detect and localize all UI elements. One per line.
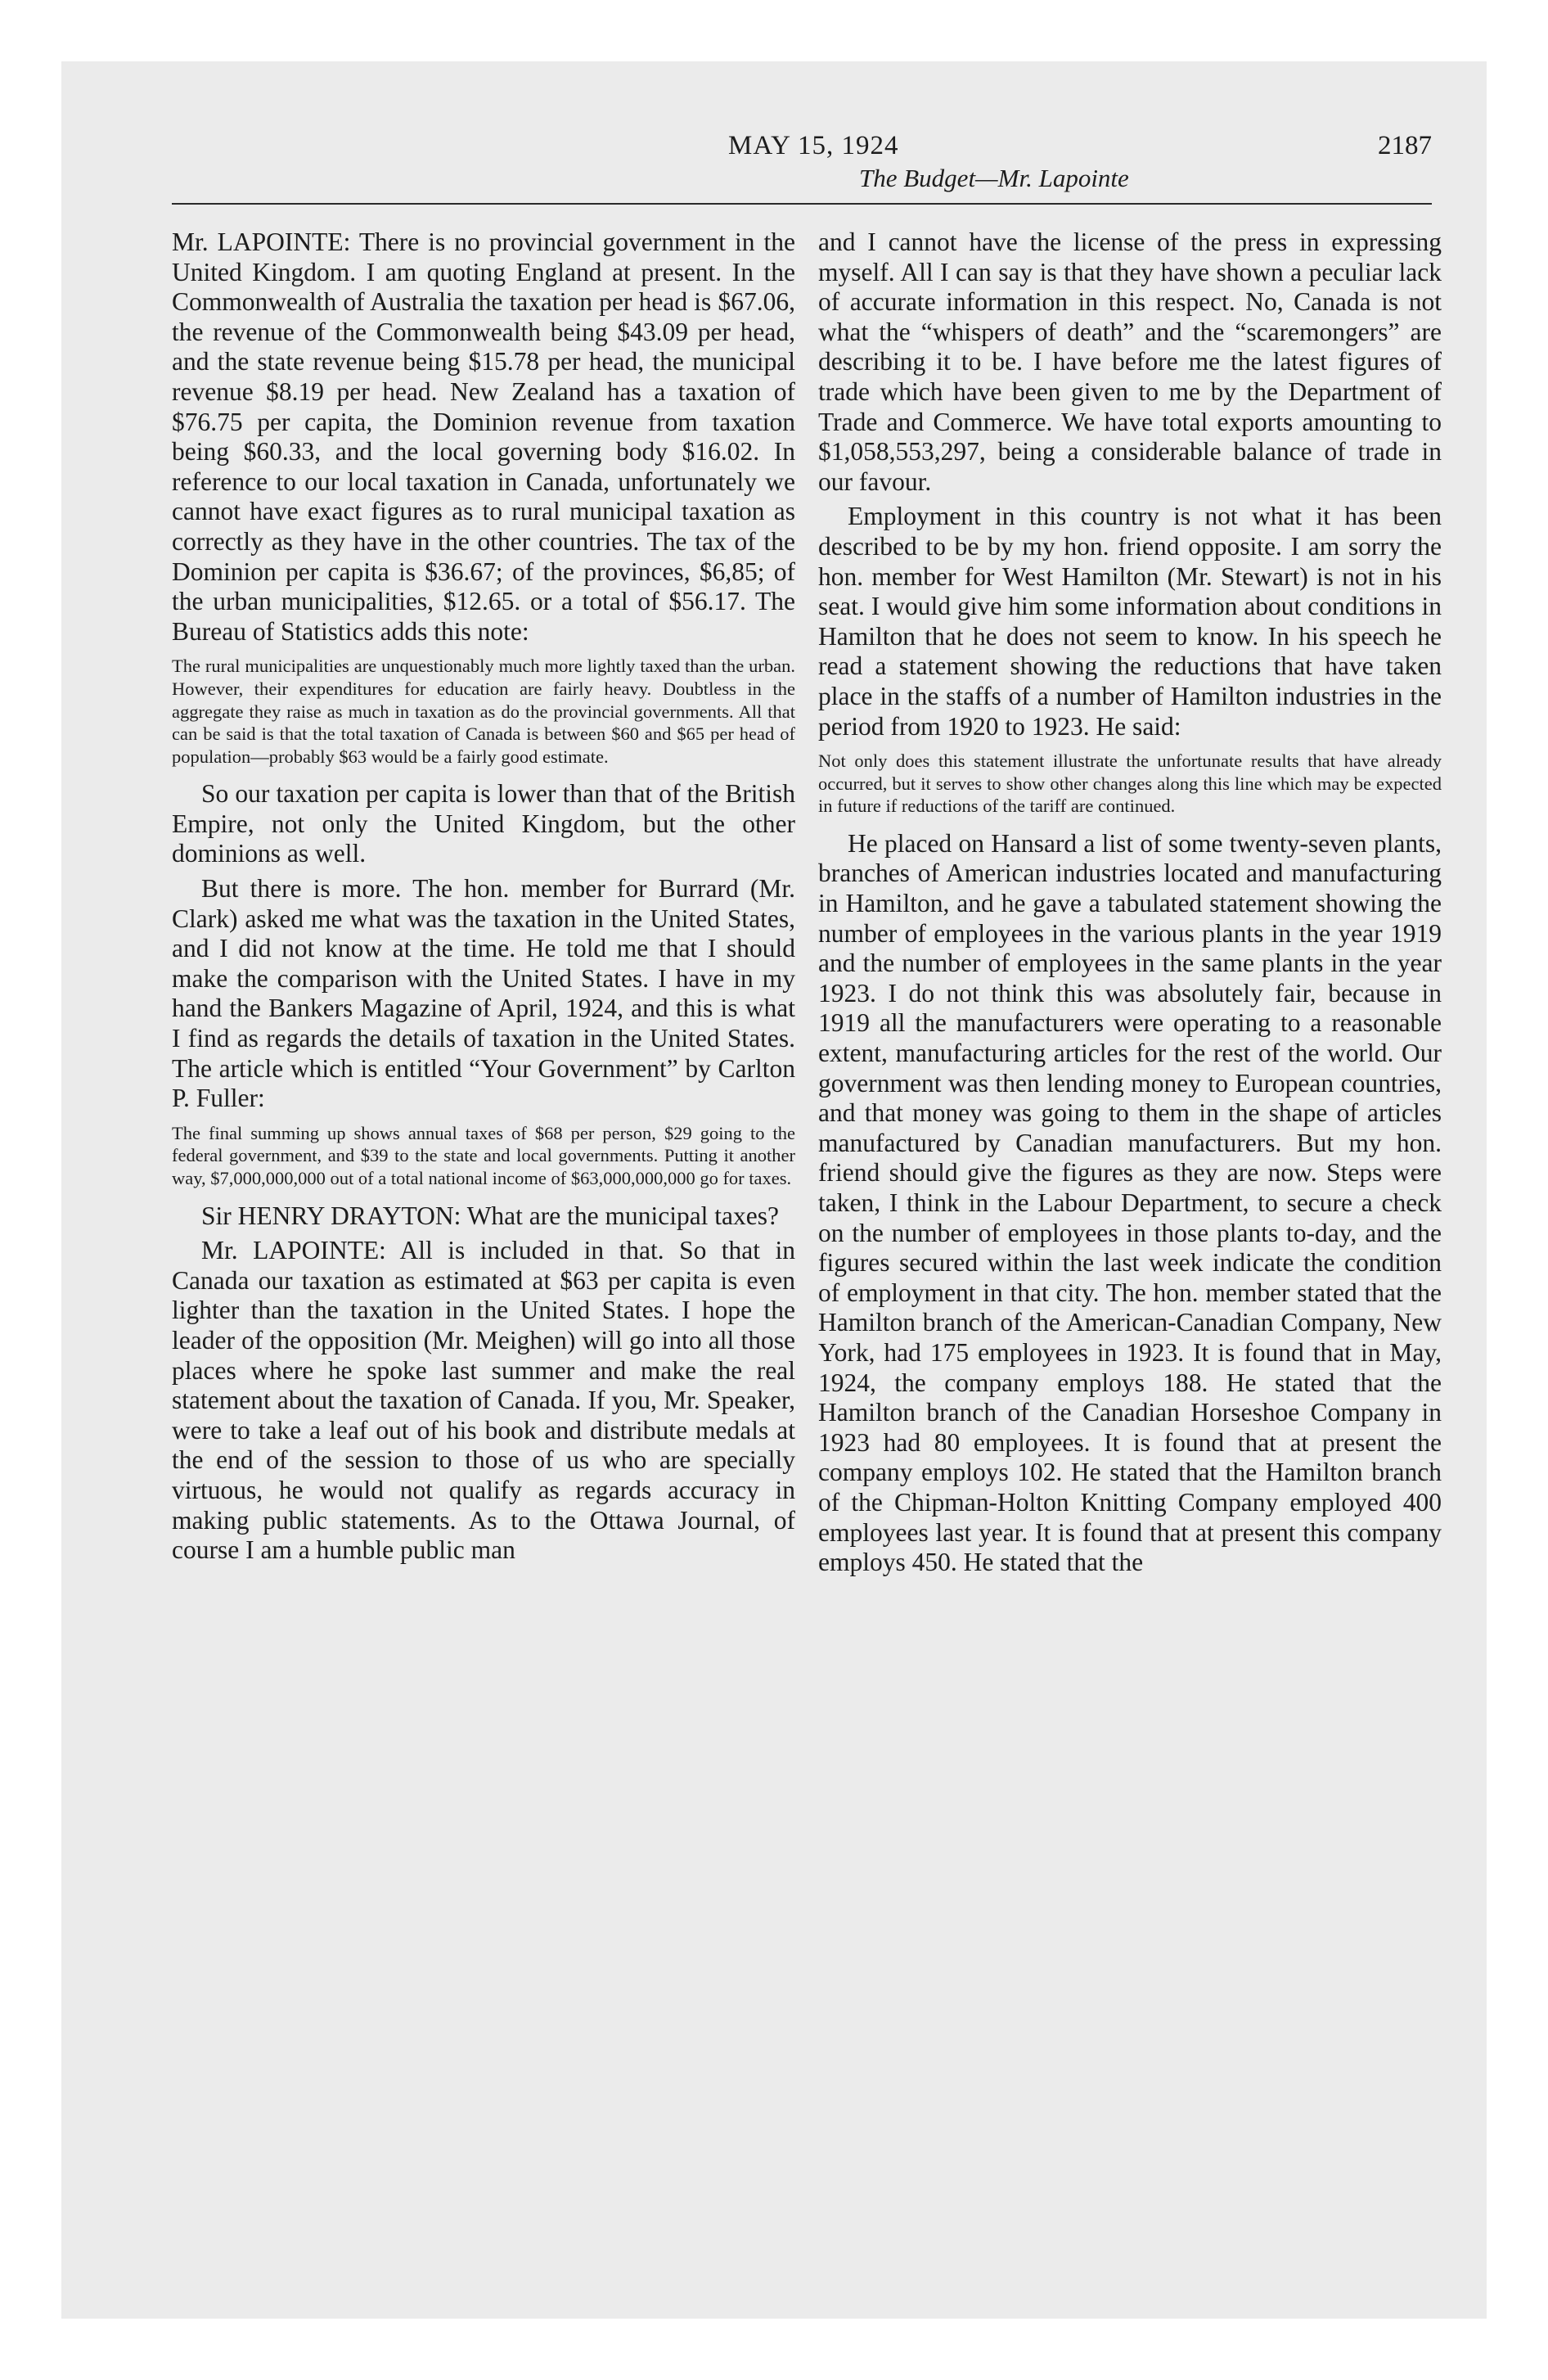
- paragraph: But there is more. The hon. member for Burrard (Mr. Clark) asked me what was the taxation in the United States, and I did not know at the time. He told me that I should make the comparison with the United States. I have in my hand the Bankers Magazine of April, 1924, and this is what I find as regards the details of taxation in the United States. The article which is entitled “Your Government” by Carlton P. Fuller:: [172, 874, 795, 1113]
- running-title: The Budget—Mr. Lapointe: [859, 164, 1129, 192]
- page-number: 2187: [1378, 131, 1432, 160]
- paragraph: Employment in this country is not what it has been described to be by my hon. friend opposite. I am sorry the hon. member for West Hamilton (Mr. Stewart) is not in his seat. I would give him some information about conditions in Hamilton that he does not seem to know. In his speech he read a statement showing the reductions that have taken place in the staffs of a number of Hamilton industries in the period from 1920 to 1923. He said:: [818, 502, 1442, 741]
- block-quote: Not only does this statement illustrate the unfortunate results that have already occurred, but it serves to show other changes along this line which may be expected in future if reductions of the tariff are continued.: [818, 751, 1442, 817]
- header-rule: [172, 203, 1432, 205]
- paragraph: and I cannot have the license of the press in expressing myself. All I can say is that they have shown a peculiar lack of accurate information in this respect. No, Canada is not what the “whispers of death” and the “scaremongers” are describing it to be. I have before me the latest figures of trade which have been given to me by the Department of Trade and Commerce. We have total exports amounting to $1,058,553,297, being a considerable balance of trade in our favour.: [818, 228, 1442, 496]
- right-column: [818, 228, 1442, 1578]
- paragraph: Mr. LAPOINTE: There is no provincial government in the United Kingdom. I am quoting England at present. In the Commonwealth of Australia the taxation per head is $67.06, the revenue of the Commonwealth being $43.09 per head, and the state revenue being $15.78 per head, the municipal revenue $8.19 per head. New Zealand has a taxation of $76.75 per capita, the Dominion revenue from taxation being $60.33, and the local governing body $16.02. In reference to our local taxation in Canada, unfortunately we cannot have exact figures as to rural municipal taxation as correctly as they have in the other countries. The tax of the Dominion per capita is $36.67; of the provinces, $6,85; of the urban municipalities, $12.65. or a total of $56.17. The Bureau of Statistics adds this note:: [172, 228, 795, 646]
- left-column: [172, 228, 795, 1566]
- paragraph: Mr. LAPOINTE: All is included in that. So that in Canada our taxation as estimated at $63 per capita is even lighter than the taxation in the United States. I hope the leader of the opposition (Mr. Meighen) will go into all those places where he spoke last summer and make the real statement about the taxation of Canada. If you, Mr. Speaker, were to take a leaf out of his book and distribute medals at the end of the session to those of us who are specially virtuous, he would not qualify as regards accuracy in making public statements. As to the Ottawa Journal, of course I am a humble public man: [172, 1236, 795, 1565]
- page-header: [172, 131, 1432, 205]
- header-date: MAY 15, 1924: [728, 131, 899, 160]
- paragraph: He placed on Hansard a list of some twenty-seven plants, branches of American industries located and manufacturing in Hamilton, and he gave a tabulated statement showing the number of employees in the various plants in the year 1919 and the number of employees in the same plants in the year 1923. I do not think this was absolutely fair, because in 1919 all the manufacturers were operating to a reasonable extent, manufacturing articles for the rest of the world. Our government was then lending money to European countries, and that money was going to them in the shape of articles manufactured by Canadian manufacturers. But my hon. friend should give the figures as they are now. Steps were taken, I think in the Labour Department, to secure a check on the number of employees in those plants to-day, and the figures secured within the last week indicate the condition of employment in that city. The hon. member stated that the Hamilton branch of the American-Canadian Company, New York, had 175 employees in 1923. It is found that in May, 1924, the company employs 188. He stated that the Hamilton branch of the Canadian Horseshoe Company in 1923 had 80 employees. It is found that at present the company employs 102. He stated that the Hamilton branch of the Chipman-Holton Knitting Company employed 400 employees last year. It is found that at present this company employs 450. He stated that the: [818, 828, 1442, 1577]
- paragraph: Sir HENRY DRAYTON: What are the municipal taxes?: [201, 1201, 780, 1230]
- paragraph: So our taxation per capita is lower than that of the British Empire, not only the United Kingdom, but the other dominions as well.: [172, 779, 795, 868]
- block-quote: The rural municipalities are unquestionably much more lightly taxed than the urban. However, their expenditures for education are fairly heavy. Doubtless in the aggregate they raise as much in taxation as do the provincial governments. All that can be said is that the total taxation of Canada is between $60 and $65 per head of population—probably $63 would be a fairly good estimate.: [172, 656, 795, 767]
- block-quote: The final summing up shows annual taxes of $68 per person, $29 going to the federal government, and $39 to the state and local governments. Putting it another way, $7,000,000,000 out of a total national income of $63,000,000,000 go for taxes.: [172, 1122, 795, 1188]
